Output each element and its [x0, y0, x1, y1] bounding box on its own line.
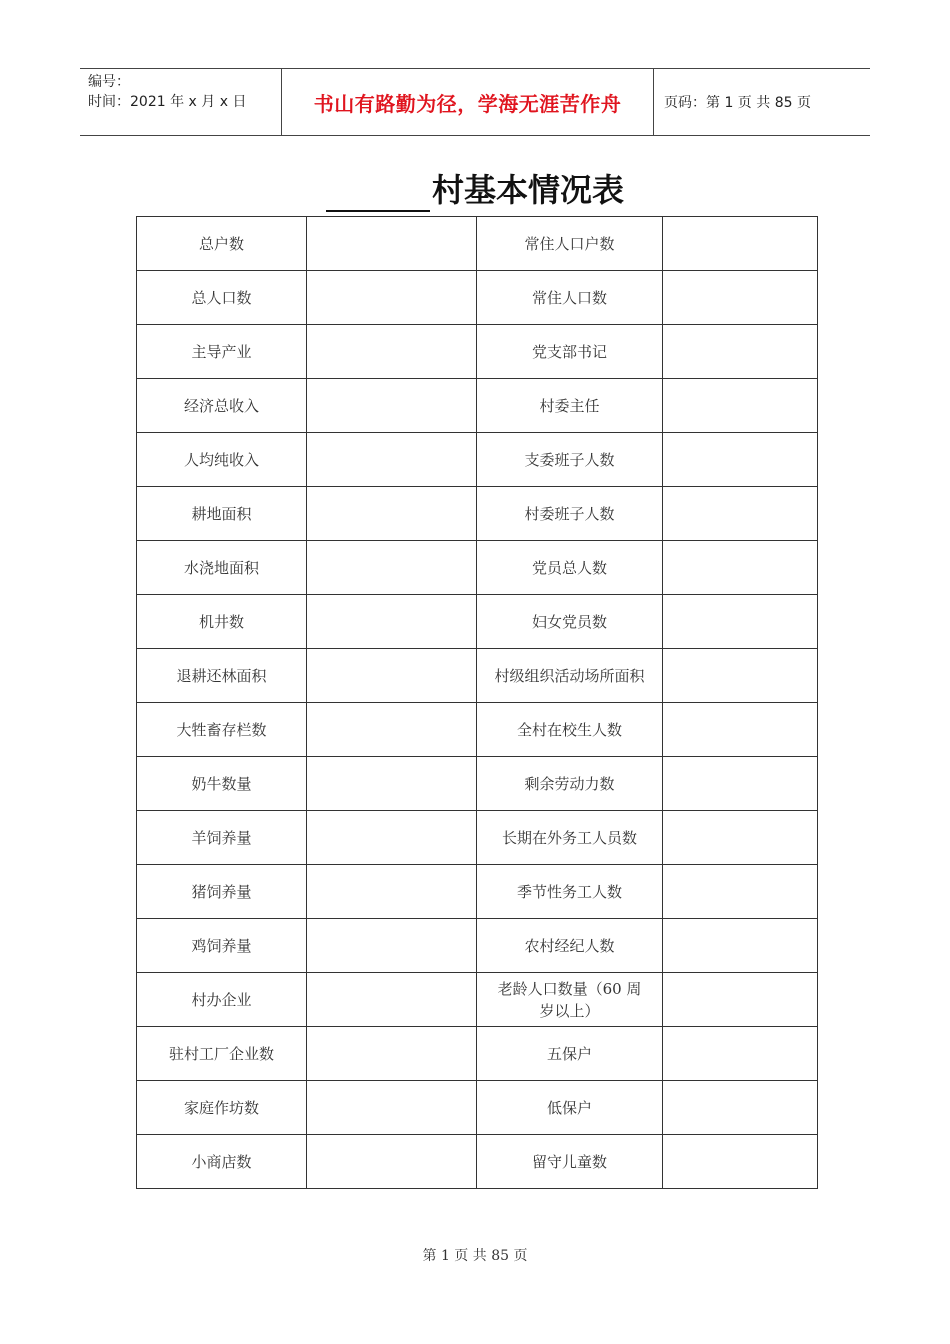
table-row	[137, 649, 818, 703]
row-value-left[interactable]	[307, 973, 477, 1027]
table-row	[137, 271, 818, 325]
row-value-left[interactable]	[307, 811, 477, 865]
row-label-right: 长期在外务工人员数	[477, 811, 663, 865]
row-value-right[interactable]	[663, 595, 818, 649]
row-label-right: 农村经纪人数	[477, 919, 663, 973]
page-footer: 第 1 页 共 85 页	[422, 1248, 528, 1264]
row-label-right: 季节性务工人数	[477, 865, 663, 919]
header-page-info: 页码：第 1 页 共 85 页	[664, 95, 811, 111]
row-label-right: 妇女党员数	[477, 595, 663, 649]
row-value-left[interactable]	[307, 649, 477, 703]
row-value-left[interactable]	[307, 271, 477, 325]
row-value-right[interactable]	[663, 1027, 818, 1081]
table-row	[137, 1135, 818, 1189]
row-value-left[interactable]	[307, 1027, 477, 1081]
row-value-right[interactable]	[663, 433, 818, 487]
row-label-left: 耕地面积	[137, 487, 307, 541]
row-value-left[interactable]	[307, 217, 477, 271]
row-label-right: 全村在校生人数	[477, 703, 663, 757]
row-value-left[interactable]	[307, 541, 477, 595]
row-value-left[interactable]	[307, 487, 477, 541]
page-title-text: 村基本情况表	[431, 171, 624, 209]
table-row	[137, 1081, 818, 1135]
row-label-right: 村委班子人数	[477, 487, 663, 541]
table-row	[137, 433, 818, 487]
row-value-right[interactable]	[663, 973, 818, 1027]
row-value-right[interactable]	[663, 541, 818, 595]
row-value-left[interactable]	[307, 703, 477, 757]
row-label-left: 总户数	[137, 217, 307, 271]
row-label-left: 经济总收入	[137, 379, 307, 433]
row-value-left[interactable]	[307, 379, 477, 433]
row-label-left: 小商店数	[137, 1135, 307, 1189]
table-row	[137, 973, 818, 1027]
row-value-right[interactable]	[663, 271, 818, 325]
row-label-left: 猪饲养量	[137, 865, 307, 919]
row-value-right[interactable]	[663, 487, 818, 541]
row-label-left: 村办企业	[137, 973, 307, 1027]
table-row	[137, 865, 818, 919]
row-value-right[interactable]	[663, 379, 818, 433]
row-label-left: 人均纯收入	[137, 433, 307, 487]
header-meta	[80, 69, 282, 135]
row-label-left: 主导产业	[137, 325, 307, 379]
row-value-left[interactable]	[307, 1081, 477, 1135]
row-value-left[interactable]	[307, 919, 477, 973]
header-motto: 书山有路勤为径，学海无涯苦作舟	[282, 69, 654, 135]
row-label-right: 常住人口户数	[477, 217, 663, 271]
row-label-left: 水浇地面积	[137, 541, 307, 595]
time-label: 时间：2021 年 x 月 x 日	[88, 94, 247, 110]
row-value-right[interactable]	[663, 703, 818, 757]
row-label-left: 机井数	[137, 595, 307, 649]
serial-label: 编号：	[88, 74, 130, 90]
table-row	[137, 541, 818, 595]
row-label-right: 村委主任	[477, 379, 663, 433]
row-value-left[interactable]	[307, 865, 477, 919]
row-label-left: 总人口数	[137, 271, 307, 325]
table-row	[137, 757, 818, 811]
row-label-left: 驻村工厂企业数	[137, 1027, 307, 1081]
row-label-right: 党员总人数	[477, 541, 663, 595]
row-label-right: 低保户	[477, 1081, 663, 1135]
row-label-left: 退耕还林面积	[137, 649, 307, 703]
table-row	[137, 379, 818, 433]
table-row	[137, 487, 818, 541]
row-value-right[interactable]	[663, 865, 818, 919]
table-row	[137, 325, 818, 379]
village-name-blank[interactable]	[326, 170, 430, 212]
village-info-table-body	[137, 217, 818, 1189]
table-row	[137, 919, 818, 973]
row-value-right[interactable]	[663, 811, 818, 865]
row-value-right[interactable]	[663, 1135, 818, 1189]
row-label-left: 鸡饲养量	[137, 919, 307, 973]
row-label-right: 常住人口数	[477, 271, 663, 325]
row-label-left: 奶牛数量	[137, 757, 307, 811]
table-row	[137, 1027, 818, 1081]
row-value-right[interactable]	[663, 757, 818, 811]
row-label-right: 留守儿童数	[477, 1135, 663, 1189]
row-label-right: 支委班子人数	[477, 433, 663, 487]
row-label-right: 剩余劳动力数	[477, 757, 663, 811]
row-value-right[interactable]	[663, 217, 818, 271]
table-row	[137, 811, 818, 865]
row-value-left[interactable]	[307, 757, 477, 811]
table-row	[137, 595, 818, 649]
row-value-left[interactable]	[307, 325, 477, 379]
page-title	[0, 168, 950, 212]
row-value-left[interactable]	[307, 433, 477, 487]
table-row	[137, 703, 818, 757]
document-header	[80, 68, 870, 136]
row-label-left: 家庭作坊数	[137, 1081, 307, 1135]
village-info-table	[136, 216, 818, 1189]
row-value-right[interactable]	[663, 325, 818, 379]
row-label-right: 五保户	[477, 1027, 663, 1081]
table-row	[137, 217, 818, 271]
row-label-right: 村级组织活动场所面积	[477, 649, 663, 703]
row-value-right[interactable]	[663, 1081, 818, 1135]
row-label-left: 大牲畜存栏数	[137, 703, 307, 757]
row-value-left[interactable]	[307, 595, 477, 649]
row-value-right[interactable]	[663, 919, 818, 973]
row-label-left: 羊饲养量	[137, 811, 307, 865]
row-value-right[interactable]	[663, 649, 818, 703]
row-label-right: 老龄人口数量（60 周岁以上）	[477, 973, 663, 1027]
row-value-left[interactable]	[307, 1135, 477, 1189]
row-label-right: 党支部书记	[477, 325, 663, 379]
